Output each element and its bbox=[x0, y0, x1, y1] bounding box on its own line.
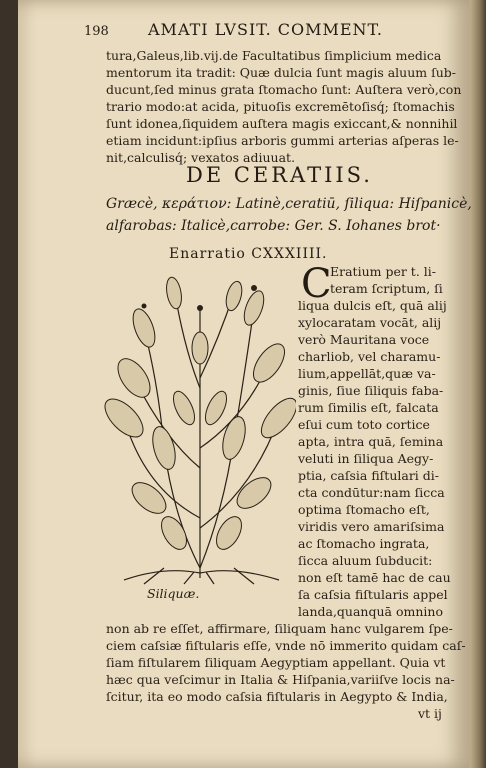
text-line: liqua dulcis eſt, quā alij bbox=[298, 298, 447, 313]
catchword: vt ij bbox=[418, 706, 442, 721]
text-line: cta condūtur:nam ſicca bbox=[298, 485, 445, 500]
text-line: ſicca aluum ſubducit: bbox=[298, 553, 433, 568]
text-line: verò Mauritana voce bbox=[298, 332, 430, 347]
synonyms-line: Græcè, κεράτιον: Latinè,ceratiū, ſiliqua: Hiſpanicè, bbox=[106, 196, 472, 212]
section-heading: DE CERATIIS. bbox=[186, 163, 373, 187]
text-line: optima ſtomacho eſt, bbox=[298, 502, 430, 517]
text-line: charliob, vel charamu- bbox=[298, 349, 441, 364]
text-line: lium,appellāt,quæ va- bbox=[298, 366, 436, 381]
text-line: tura,Galeus,lib.vij.de Facultatibus ſimplicium medica bbox=[106, 48, 442, 63]
text-line: Eratium per t. li- bbox=[330, 264, 436, 279]
text-line: veluti in ſiliqua Aegy- bbox=[298, 451, 434, 466]
text-line: ciem caſsiæ fiſtularis eſſe, vnde nō immerito quidam caſ- bbox=[106, 638, 466, 653]
text-line: xylocaratam vocāt, alij bbox=[298, 315, 442, 330]
drop-capital: C bbox=[301, 261, 332, 307]
enarratio-heading: Enarratio CXXXIIII. bbox=[169, 246, 328, 262]
text-line: rum ſimilis eſt, falcata bbox=[298, 400, 439, 415]
text-line: ginis, ſiue ſiliquis faba- bbox=[298, 383, 444, 398]
text-line: eſui cum toto cortice bbox=[298, 417, 430, 432]
text-line: ptia, caſsia fiſtulari di- bbox=[298, 468, 439, 483]
siliqua-woodcut-illustration bbox=[104, 268, 296, 586]
text-line: ſunt idonea,ſiquidem auſtera magis exiccant,& nonnihil bbox=[106, 116, 458, 131]
text-line: nit,calculisq́; vexatos adiuuat. bbox=[106, 150, 296, 165]
text-line: ac ſtomacho ingrata, bbox=[298, 536, 430, 551]
text-line: mentorum ita tradit: Quæ dulcia ſunt magis aluum ſub- bbox=[106, 65, 456, 80]
text-line: ſiam fiſtularem ſiliquam Aegyptiam appellant. Quia vt bbox=[106, 655, 446, 670]
text-line: hæc qua veſcimur in Italia & Hiſpania,variiſve locis na- bbox=[106, 672, 455, 687]
synonyms-line: alfarobas: Italicè,carrobe: Ger. S. Iohanes brot· bbox=[106, 218, 441, 234]
text-line: viridis vero amariſsima bbox=[298, 519, 445, 534]
illustration-caption: Siliquæ. bbox=[147, 586, 200, 601]
text-line: ducunt,ſed minus grata ſtomacho ſunt: Auſtera verò,con bbox=[106, 82, 462, 97]
text-line: ſa caſsia fiſtularis appel bbox=[298, 587, 448, 602]
text-line: etiam incidunt:ipſius arboris gummi arterias aſperas le- bbox=[106, 133, 459, 148]
text-line: teram ſcriptum, ſi bbox=[330, 281, 443, 296]
text-line: trario modo:at acida, pituoſis excremētoſisq́; ſtomachis bbox=[106, 99, 455, 114]
text-line: landa,quanquā omnino bbox=[298, 604, 443, 619]
running-head: AMATI LVSIT. COMMENT. bbox=[148, 20, 383, 39]
text-line: non ab re eſſet, affirmare, ſiliquam hanc vulgarem ſpe- bbox=[106, 621, 453, 636]
text-line: ſcitur, ita eo modo caſsia fiſtularis in Aegypto & India, bbox=[106, 689, 448, 704]
book-edge bbox=[470, 0, 486, 768]
page-number: 198 bbox=[84, 24, 109, 39]
text-line: non eſt tamē hac de cau bbox=[298, 570, 451, 585]
text-line: apta, intra quā, ſemina bbox=[298, 434, 444, 449]
